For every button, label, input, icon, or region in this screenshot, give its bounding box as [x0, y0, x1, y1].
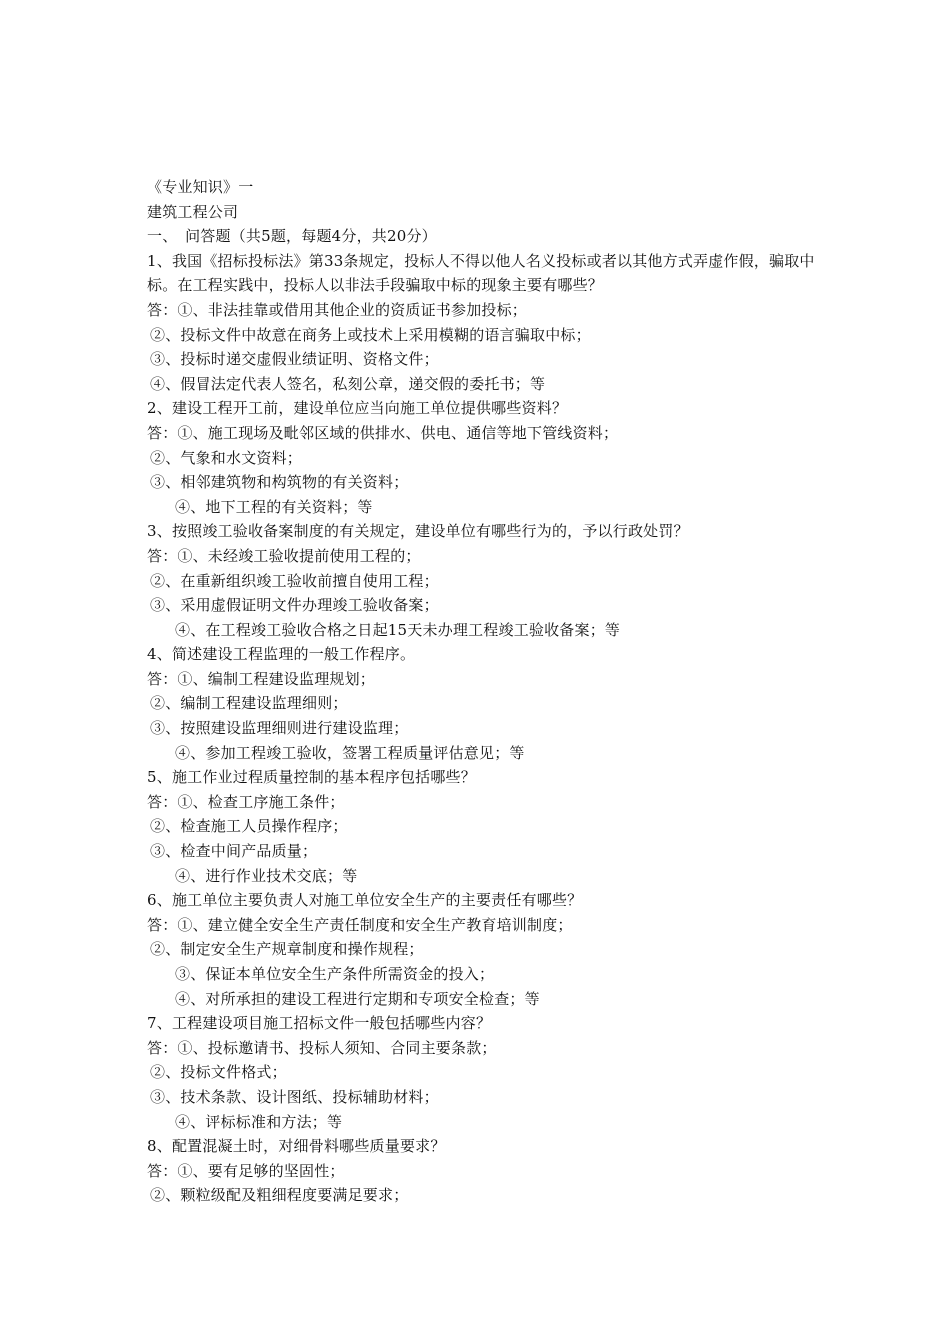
answer-item-line: ④、对所承担的建设工程进行定期和专项安全检查；等	[175, 989, 540, 1008]
answer-line: 答：①、投标邀请书、投标人须知、合同主要条款；	[147, 1038, 497, 1057]
answer-item-line: ③、采用虚假证明文件办理竣工验收备案；	[150, 596, 439, 615]
document-title: 《专业知识》一	[147, 178, 254, 196]
answer-line: 答：①、建立健全安全生产责任制度和安全生产教育培训制度；	[147, 915, 573, 934]
company-name: 建筑工程公司	[147, 202, 239, 221]
answer-line: 答：①、未经竣工验收提前使用工程的；	[147, 546, 421, 565]
answer-line: 答：①、施工现场及毗邻区域的供排水、供电、通信等地下管线资料；	[147, 423, 619, 442]
answer-line: 答：①、非法挂靠或借用其他企业的资质证书参加投标；	[147, 300, 528, 319]
question-line: 5、施工作业过程质量控制的基本程序包括哪些？	[147, 768, 476, 787]
answer-item-line: ③、按照建设监理细则进行建设监理；	[150, 719, 409, 738]
answer-item-line: ③、投标时递交虚假业绩证明、资格文件；	[150, 350, 439, 369]
qa-list	[147, 249, 827, 1208]
answer-item-line: ④、进行作业技术交底；等	[175, 866, 358, 885]
answer-item-line: ②、气象和水文资料；	[150, 448, 303, 467]
answer-item-line: ③、技术条款、设计图纸、投标辅助材料；	[150, 1087, 439, 1106]
answer-item-line: ②、颗粒级配及粗细程度要满足要求；	[150, 1186, 409, 1205]
answer-item-line: ④、评标标准和方法；等	[175, 1112, 343, 1131]
answer-item-line: ④、假冒法定代表人签名，私刻公章，递交假的委托书；等	[150, 374, 546, 393]
answer-line: 答：①、要有足够的坚固性；	[147, 1161, 345, 1180]
answer-item-line: ④、在工程竣工验收合格之日起15天未办理工程竣工验收备案；等	[175, 620, 621, 639]
answer-item-line: ④、参加工程竣工验收，签署工程质量评估意见；等	[175, 743, 525, 762]
question-line: 4、简述建设工程监理的一般工作程序。	[147, 645, 416, 664]
answer-item-line: ③、检查中间产品质量；	[150, 842, 318, 861]
answer-line: 答：①、检查工序施工条件；	[147, 792, 345, 811]
answer-line: 答：①、编制工程建设监理规划；	[147, 669, 376, 688]
question-line: 3、按照竣工验收备案制度的有关规定，建设单位有哪些行为的，予以行政处罚？	[147, 522, 689, 541]
section-heading: 一、 问答题（共5题，每题4分，共20分）	[147, 227, 437, 246]
answer-item-line: ④、地下工程的有关资料；等	[175, 497, 373, 516]
question-line: 6、施工单位主要负责人对施工单位安全生产的主要责任有哪些？	[147, 891, 583, 910]
answer-item-line: ②、检查施工人员操作程序；	[150, 817, 348, 836]
answer-item-line: ②、编制工程建设监理细则；	[150, 694, 348, 713]
question-line: 2、建设工程开工前，建设单位应当向施工单位提供哪些资料？	[147, 399, 568, 418]
question-line: 8、配置混凝土时，对细骨料哪些质量要求？	[147, 1137, 446, 1156]
answer-item-line: ③、保证本单位安全生产条件所需资金的投入；	[175, 965, 495, 983]
answer-item-line: ③、相邻建筑物和构筑物的有关资料；	[150, 473, 409, 492]
question-line: 7、工程建设项目施工招标文件一般包括哪些内容？	[147, 1014, 492, 1033]
document-body	[147, 175, 827, 1208]
answer-item-line: ②、投标文件格式；	[150, 1063, 287, 1082]
answer-item-line: ②、投标文件中故意在商务上或技术上采用模糊的语言骗取中标；	[150, 325, 591, 344]
answer-item-line: ②、在重新组织竣工验收前擅自使用工程；	[150, 571, 439, 590]
answer-item-line: ②、制定安全生产规章制度和操作规程；	[150, 940, 424, 959]
question-line: 1、我国《招标投标法》第33条规定，投标人不得以他人名义投标或者以其他方式弄虚作假，骗取中标。在工程实践中，投标人以非法手段骗取中标的现象主要有哪些？	[147, 251, 815, 295]
